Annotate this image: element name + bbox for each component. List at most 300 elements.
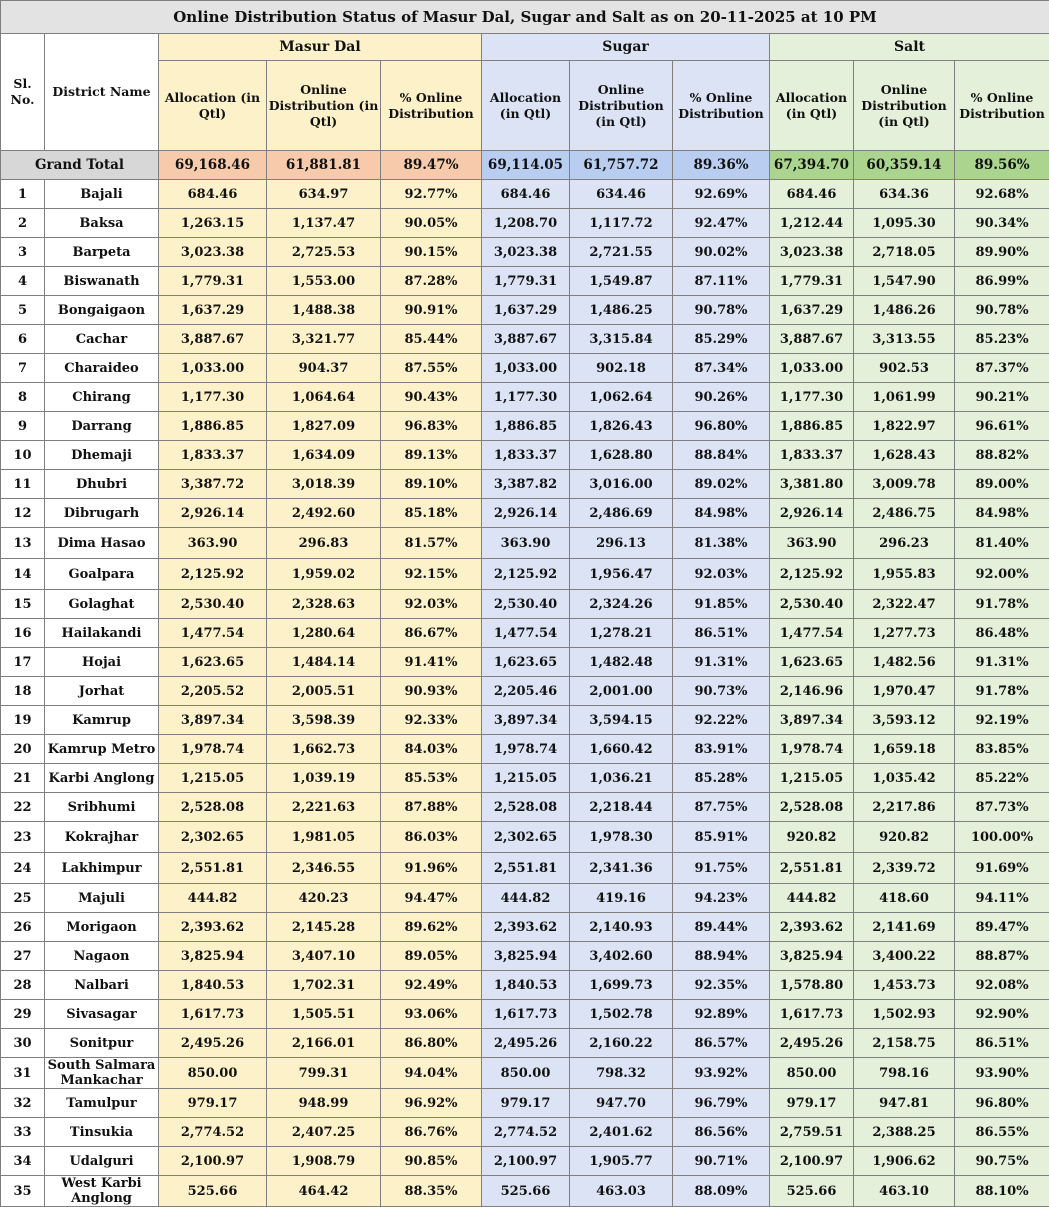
value-cell: 1,578.80 [770, 971, 854, 1000]
value-cell: 1,833.37 [482, 441, 570, 470]
sugar-header: Sugar [482, 34, 770, 61]
value-cell: 87.88% [381, 793, 482, 822]
value-cell: 2,146.96 [770, 677, 854, 706]
district-name-cell: Udalguri [45, 1147, 159, 1176]
value-cell: 88.09% [673, 1176, 770, 1207]
salt-online-header: Online Distribution (in Qtl) [854, 61, 955, 151]
table-row [1, 528, 1049, 559]
value-cell: 86.55% [955, 1118, 1049, 1147]
value-cell: 100.00% [955, 822, 1049, 853]
value-cell: 96.92% [381, 1089, 482, 1118]
value-cell: 92.00% [955, 559, 1049, 590]
table-row [1, 706, 1049, 735]
value-cell: 3,825.94 [482, 942, 570, 971]
value-cell: 87.73% [955, 793, 1049, 822]
value-cell: 92.33% [381, 706, 482, 735]
value-cell: 88.94% [673, 942, 770, 971]
value-cell: 91.78% [955, 590, 1049, 619]
table-row [1, 267, 1049, 296]
value-cell: 92.15% [381, 559, 482, 590]
value-cell: 3,387.72 [159, 470, 267, 499]
table-row [1, 793, 1049, 822]
value-cell: 1,886.85 [159, 412, 267, 441]
dal-pct-header: % Online Distribution [381, 61, 482, 151]
value-cell: 979.17 [770, 1089, 854, 1118]
value-cell: 92.08% [955, 971, 1049, 1000]
value-cell: 1,908.79 [267, 1147, 381, 1176]
value-cell: 85.18% [381, 499, 482, 528]
value-cell: 3,897.34 [482, 706, 570, 735]
district-name-cell: Kamrup Metro [45, 735, 159, 764]
value-cell: 2,486.69 [570, 499, 673, 528]
value-cell: 2,322.47 [854, 590, 955, 619]
value-cell: 3,897.34 [770, 706, 854, 735]
value-cell: 92.03% [673, 559, 770, 590]
value-cell: 96.79% [673, 1089, 770, 1118]
value-cell: 92.89% [673, 1000, 770, 1029]
value-cell: 2,393.62 [159, 913, 267, 942]
value-cell: 799.31 [267, 1058, 381, 1089]
value-cell: 1,779.31 [159, 267, 267, 296]
value-cell: 90.73% [673, 677, 770, 706]
value-cell: 1,505.51 [267, 1000, 381, 1029]
value-cell: 92.90% [955, 1000, 1049, 1029]
value-cell: 85.29% [673, 325, 770, 354]
value-cell: 2,551.81 [770, 853, 854, 884]
district-name-cell: West Karbi Anglong [45, 1176, 159, 1207]
value-cell: 1,955.83 [854, 559, 955, 590]
grand-total-cell: 61,757.72 [570, 151, 673, 180]
value-cell: 464.42 [267, 1176, 381, 1207]
dal-allocation-header: Allocation (in Qtl) [159, 61, 267, 151]
value-cell: 3,825.94 [770, 942, 854, 971]
district-name-cell: Dhubri [45, 470, 159, 499]
value-cell: 92.68% [955, 180, 1049, 209]
value-cell: 798.16 [854, 1058, 955, 1089]
district-name-cell: Golaghat [45, 590, 159, 619]
value-cell: 1,978.74 [482, 735, 570, 764]
value-cell: 463.10 [854, 1176, 955, 1207]
value-cell: 850.00 [770, 1058, 854, 1089]
value-cell: 2,005.51 [267, 677, 381, 706]
value-cell: 798.32 [570, 1058, 673, 1089]
district-name-cell: Bajali [45, 180, 159, 209]
value-cell: 92.35% [673, 971, 770, 1000]
value-cell: 90.78% [955, 296, 1049, 325]
value-cell: 3,023.38 [770, 238, 854, 267]
district-name-cell: Sivasagar [45, 1000, 159, 1029]
value-cell: 1,833.37 [770, 441, 854, 470]
value-cell: 2,530.40 [482, 590, 570, 619]
value-cell: 1,623.65 [482, 648, 570, 677]
value-cell: 1,177.30 [482, 383, 570, 412]
sl-no-cell: 23 [1, 822, 45, 853]
value-cell: 1,702.31 [267, 971, 381, 1000]
grand-total-cell: 61,881.81 [267, 151, 381, 180]
value-cell: 2,217.86 [854, 793, 955, 822]
value-cell: 1,033.00 [770, 354, 854, 383]
sl-no-cell: 6 [1, 325, 45, 354]
table-row [1, 559, 1049, 590]
value-cell: 2,926.14 [482, 499, 570, 528]
value-cell: 87.75% [673, 793, 770, 822]
grand-total-row [1, 151, 1049, 180]
value-cell: 1,215.05 [482, 764, 570, 793]
value-cell: 93.90% [955, 1058, 1049, 1089]
table-row [1, 354, 1049, 383]
value-cell: 1,628.80 [570, 441, 673, 470]
value-cell: 2,205.46 [482, 677, 570, 706]
district-name-cell: Majuli [45, 884, 159, 913]
value-cell: 2,492.60 [267, 499, 381, 528]
value-cell: 2,166.01 [267, 1029, 381, 1058]
value-cell: 463.03 [570, 1176, 673, 1207]
table-row [1, 764, 1049, 793]
value-cell: 88.82% [955, 441, 1049, 470]
value-cell: 91.96% [381, 853, 482, 884]
value-cell: 2,221.63 [267, 793, 381, 822]
value-cell: 85.53% [381, 764, 482, 793]
value-cell: 89.90% [955, 238, 1049, 267]
sl-no-cell: 31 [1, 1058, 45, 1089]
district-name-cell: Chirang [45, 383, 159, 412]
value-cell: 1,637.29 [770, 296, 854, 325]
table-row [1, 499, 1049, 528]
district-name-cell: Dibrugarh [45, 499, 159, 528]
sl-no-cell: 18 [1, 677, 45, 706]
value-cell: 1,212.44 [770, 209, 854, 238]
value-cell: 2,551.81 [482, 853, 570, 884]
sl-no-cell: 5 [1, 296, 45, 325]
value-cell: 91.31% [955, 648, 1049, 677]
table-row [1, 619, 1049, 648]
value-cell: 1,779.31 [770, 267, 854, 296]
value-cell: 96.80% [955, 1089, 1049, 1118]
table-row [1, 913, 1049, 942]
value-cell: 2,528.08 [159, 793, 267, 822]
value-cell: 2,495.26 [770, 1029, 854, 1058]
value-cell: 2,926.14 [159, 499, 267, 528]
value-cell: 92.77% [381, 180, 482, 209]
value-cell: 1,623.65 [770, 648, 854, 677]
value-cell: 2,530.40 [159, 590, 267, 619]
value-cell: 86.76% [381, 1118, 482, 1147]
value-cell: 2,528.08 [482, 793, 570, 822]
value-cell: 920.82 [770, 822, 854, 853]
value-cell: 1,033.00 [482, 354, 570, 383]
value-cell: 1,502.93 [854, 1000, 955, 1029]
value-cell: 87.55% [381, 354, 482, 383]
grand-total-cell: 60,359.14 [854, 151, 955, 180]
value-cell: 3,387.82 [482, 470, 570, 499]
value-cell: 947.81 [854, 1089, 955, 1118]
value-cell: 90.26% [673, 383, 770, 412]
value-cell: 2,407.25 [267, 1118, 381, 1147]
sugar-online-header: Online Distribution (in Qtl) [570, 61, 673, 151]
sl-no-cell: 9 [1, 412, 45, 441]
value-cell: 3,407.10 [267, 942, 381, 971]
value-cell: 86.51% [673, 619, 770, 648]
value-cell: 1,208.70 [482, 209, 570, 238]
district-name-cell: Cachar [45, 325, 159, 354]
district-name-cell: Nalbari [45, 971, 159, 1000]
sl-no-cell: 2 [1, 209, 45, 238]
sl-no-cell: 10 [1, 441, 45, 470]
value-cell: 89.00% [955, 470, 1049, 499]
value-cell: 91.78% [955, 677, 1049, 706]
value-cell: 1,486.25 [570, 296, 673, 325]
table-row [1, 1147, 1049, 1176]
district-name-cell: Barpeta [45, 238, 159, 267]
value-cell: 96.80% [673, 412, 770, 441]
value-cell: 3,887.67 [770, 325, 854, 354]
district-name-header: District Name [45, 34, 159, 151]
table-row [1, 180, 1049, 209]
table-row [1, 1029, 1049, 1058]
table-row [1, 884, 1049, 913]
value-cell: 634.36 [854, 180, 955, 209]
value-cell: 902.53 [854, 354, 955, 383]
value-cell: 979.17 [482, 1089, 570, 1118]
value-cell: 88.87% [955, 942, 1049, 971]
value-cell: 90.85% [381, 1147, 482, 1176]
value-cell: 3,313.55 [854, 325, 955, 354]
value-cell: 419.16 [570, 884, 673, 913]
value-cell: 2,393.62 [770, 913, 854, 942]
value-cell: 444.82 [770, 884, 854, 913]
value-cell: 3,321.77 [267, 325, 381, 354]
value-cell: 1,263.15 [159, 209, 267, 238]
value-cell: 1,477.54 [770, 619, 854, 648]
value-cell: 2,774.52 [159, 1118, 267, 1147]
value-cell: 2,140.93 [570, 913, 673, 942]
value-cell: 1,177.30 [770, 383, 854, 412]
value-cell: 86.99% [955, 267, 1049, 296]
value-cell: 904.37 [267, 354, 381, 383]
value-cell: 525.66 [482, 1176, 570, 1207]
value-cell: 86.80% [381, 1029, 482, 1058]
value-cell: 1,117.72 [570, 209, 673, 238]
value-cell: 3,009.78 [854, 470, 955, 499]
value-cell: 2,528.08 [770, 793, 854, 822]
value-cell: 86.57% [673, 1029, 770, 1058]
value-cell: 1,833.37 [159, 441, 267, 470]
district-name-cell: Biswanath [45, 267, 159, 296]
value-cell: 2,774.52 [482, 1118, 570, 1147]
grand-total-label: Grand Total [1, 151, 159, 180]
value-cell: 90.93% [381, 677, 482, 706]
value-cell: 89.05% [381, 942, 482, 971]
value-cell: 94.04% [381, 1058, 482, 1089]
value-cell: 1,826.43 [570, 412, 673, 441]
value-cell: 684.46 [482, 180, 570, 209]
value-cell: 85.22% [955, 764, 1049, 793]
value-cell: 87.34% [673, 354, 770, 383]
value-cell: 1,959.02 [267, 559, 381, 590]
value-cell: 90.78% [673, 296, 770, 325]
value-cell: 1,662.73 [267, 735, 381, 764]
sl-no-cell: 11 [1, 470, 45, 499]
value-cell: 88.84% [673, 441, 770, 470]
table-row [1, 735, 1049, 764]
table-row [1, 648, 1049, 677]
value-cell: 2,759.51 [770, 1118, 854, 1147]
value-cell: 3,400.22 [854, 942, 955, 971]
value-cell: 90.43% [381, 383, 482, 412]
sl-no-cell: 33 [1, 1118, 45, 1147]
value-cell: 91.75% [673, 853, 770, 884]
district-name-cell: Sribhumi [45, 793, 159, 822]
value-cell: 1,617.73 [770, 1000, 854, 1029]
grand-total-cell: 69,168.46 [159, 151, 267, 180]
value-cell: 84.98% [673, 499, 770, 528]
salt-header: Salt [770, 34, 1049, 61]
grand-total-cell: 89.56% [955, 151, 1049, 180]
sl-no-cell: 12 [1, 499, 45, 528]
value-cell: 2,302.65 [159, 822, 267, 853]
value-cell: 89.02% [673, 470, 770, 499]
value-cell: 684.46 [159, 180, 267, 209]
value-cell: 89.10% [381, 470, 482, 499]
sl-no-cell: 14 [1, 559, 45, 590]
value-cell: 1,637.29 [482, 296, 570, 325]
sl-no-cell: 25 [1, 884, 45, 913]
sl-no-cell: 13 [1, 528, 45, 559]
value-cell: 525.66 [159, 1176, 267, 1207]
value-cell: 90.02% [673, 238, 770, 267]
value-cell: 92.69% [673, 180, 770, 209]
value-cell: 1,035.42 [854, 764, 955, 793]
sl-no-cell: 32 [1, 1089, 45, 1118]
sl-no-cell: 29 [1, 1000, 45, 1029]
sl-no-cell: 30 [1, 1029, 45, 1058]
value-cell: 1,277.73 [854, 619, 955, 648]
value-cell: 634.46 [570, 180, 673, 209]
value-cell: 948.99 [267, 1089, 381, 1118]
value-cell: 1,215.05 [770, 764, 854, 793]
sl-no-cell: 7 [1, 354, 45, 383]
value-cell: 2,495.26 [482, 1029, 570, 1058]
value-cell: 2,125.92 [482, 559, 570, 590]
district-name-cell: Morigaon [45, 913, 159, 942]
value-cell: 1,278.21 [570, 619, 673, 648]
value-cell: 2,125.92 [159, 559, 267, 590]
sl-no-cell: 17 [1, 648, 45, 677]
value-cell: 86.56% [673, 1118, 770, 1147]
district-name-cell: Kamrup [45, 706, 159, 735]
district-name-cell: Tamulpur [45, 1089, 159, 1118]
value-cell: 1,453.73 [854, 971, 955, 1000]
value-cell: 89.47% [955, 913, 1049, 942]
value-cell: 2,495.26 [159, 1029, 267, 1058]
sugar-allocation-header: Allocation (in Qtl) [482, 61, 570, 151]
value-cell: 81.57% [381, 528, 482, 559]
value-cell: 81.38% [673, 528, 770, 559]
district-name-cell: Hojai [45, 648, 159, 677]
value-cell: 684.46 [770, 180, 854, 209]
value-cell: 2,145.28 [267, 913, 381, 942]
value-cell: 1,177.30 [159, 383, 267, 412]
value-cell: 1,061.99 [854, 383, 955, 412]
value-cell: 363.90 [482, 528, 570, 559]
value-cell: 3,023.38 [482, 238, 570, 267]
grand-total-cell: 67,394.70 [770, 151, 854, 180]
value-cell: 87.11% [673, 267, 770, 296]
value-cell: 979.17 [159, 1089, 267, 1118]
district-name-cell: Bongaigaon [45, 296, 159, 325]
value-cell: 850.00 [159, 1058, 267, 1089]
table-row [1, 209, 1049, 238]
value-cell: 2,486.75 [854, 499, 955, 528]
value-cell: 87.37% [955, 354, 1049, 383]
table-row [1, 296, 1049, 325]
value-cell: 1,477.54 [482, 619, 570, 648]
sl-no-cell: 24 [1, 853, 45, 884]
value-cell: 1,033.00 [159, 354, 267, 383]
value-cell: 1,634.09 [267, 441, 381, 470]
value-cell: 444.82 [159, 884, 267, 913]
value-cell: 91.31% [673, 648, 770, 677]
value-cell: 1,628.43 [854, 441, 955, 470]
district-name-cell: Tinsukia [45, 1118, 159, 1147]
value-cell: 1,549.87 [570, 267, 673, 296]
district-name-cell: Kokrajhar [45, 822, 159, 853]
value-cell: 90.75% [955, 1147, 1049, 1176]
value-cell: 91.69% [955, 853, 1049, 884]
value-cell: 296.83 [267, 528, 381, 559]
value-cell: 3,594.15 [570, 706, 673, 735]
value-cell: 89.62% [381, 913, 482, 942]
value-cell: 1,280.64 [267, 619, 381, 648]
value-cell: 92.19% [955, 706, 1049, 735]
value-cell: 90.91% [381, 296, 482, 325]
value-cell: 84.98% [955, 499, 1049, 528]
value-cell: 1,039.19 [267, 764, 381, 793]
value-cell: 1,482.56 [854, 648, 955, 677]
value-cell: 2,160.22 [570, 1029, 673, 1058]
value-cell: 92.49% [381, 971, 482, 1000]
value-cell: 85.23% [955, 325, 1049, 354]
salt-pct-header: % Online Distribution [955, 61, 1049, 151]
value-cell: 3,018.39 [267, 470, 381, 499]
sl-no-cell: 20 [1, 735, 45, 764]
value-cell: 2,393.62 [482, 913, 570, 942]
value-cell: 91.85% [673, 590, 770, 619]
value-cell: 2,388.25 [854, 1118, 955, 1147]
value-cell: 85.28% [673, 764, 770, 793]
value-cell: 94.11% [955, 884, 1049, 913]
value-cell: 90.21% [955, 383, 1049, 412]
sl-no-cell: 3 [1, 238, 45, 267]
value-cell: 86.67% [381, 619, 482, 648]
grand-total-cell: 89.47% [381, 151, 482, 180]
value-cell: 1,978.74 [159, 735, 267, 764]
value-cell: 90.15% [381, 238, 482, 267]
value-cell: 920.82 [854, 822, 955, 853]
table-row [1, 238, 1049, 267]
table-row [1, 325, 1049, 354]
value-cell: 1,970.47 [854, 677, 955, 706]
sl-no-cell: 27 [1, 942, 45, 971]
value-cell: 1,547.90 [854, 267, 955, 296]
value-cell: 1,215.05 [159, 764, 267, 793]
district-name-cell: Karbi Anglong [45, 764, 159, 793]
value-cell: 3,897.34 [159, 706, 267, 735]
table-row [1, 1118, 1049, 1147]
sl-no-header: Sl. No. [1, 34, 45, 151]
value-cell: 81.40% [955, 528, 1049, 559]
sl-no-cell: 22 [1, 793, 45, 822]
